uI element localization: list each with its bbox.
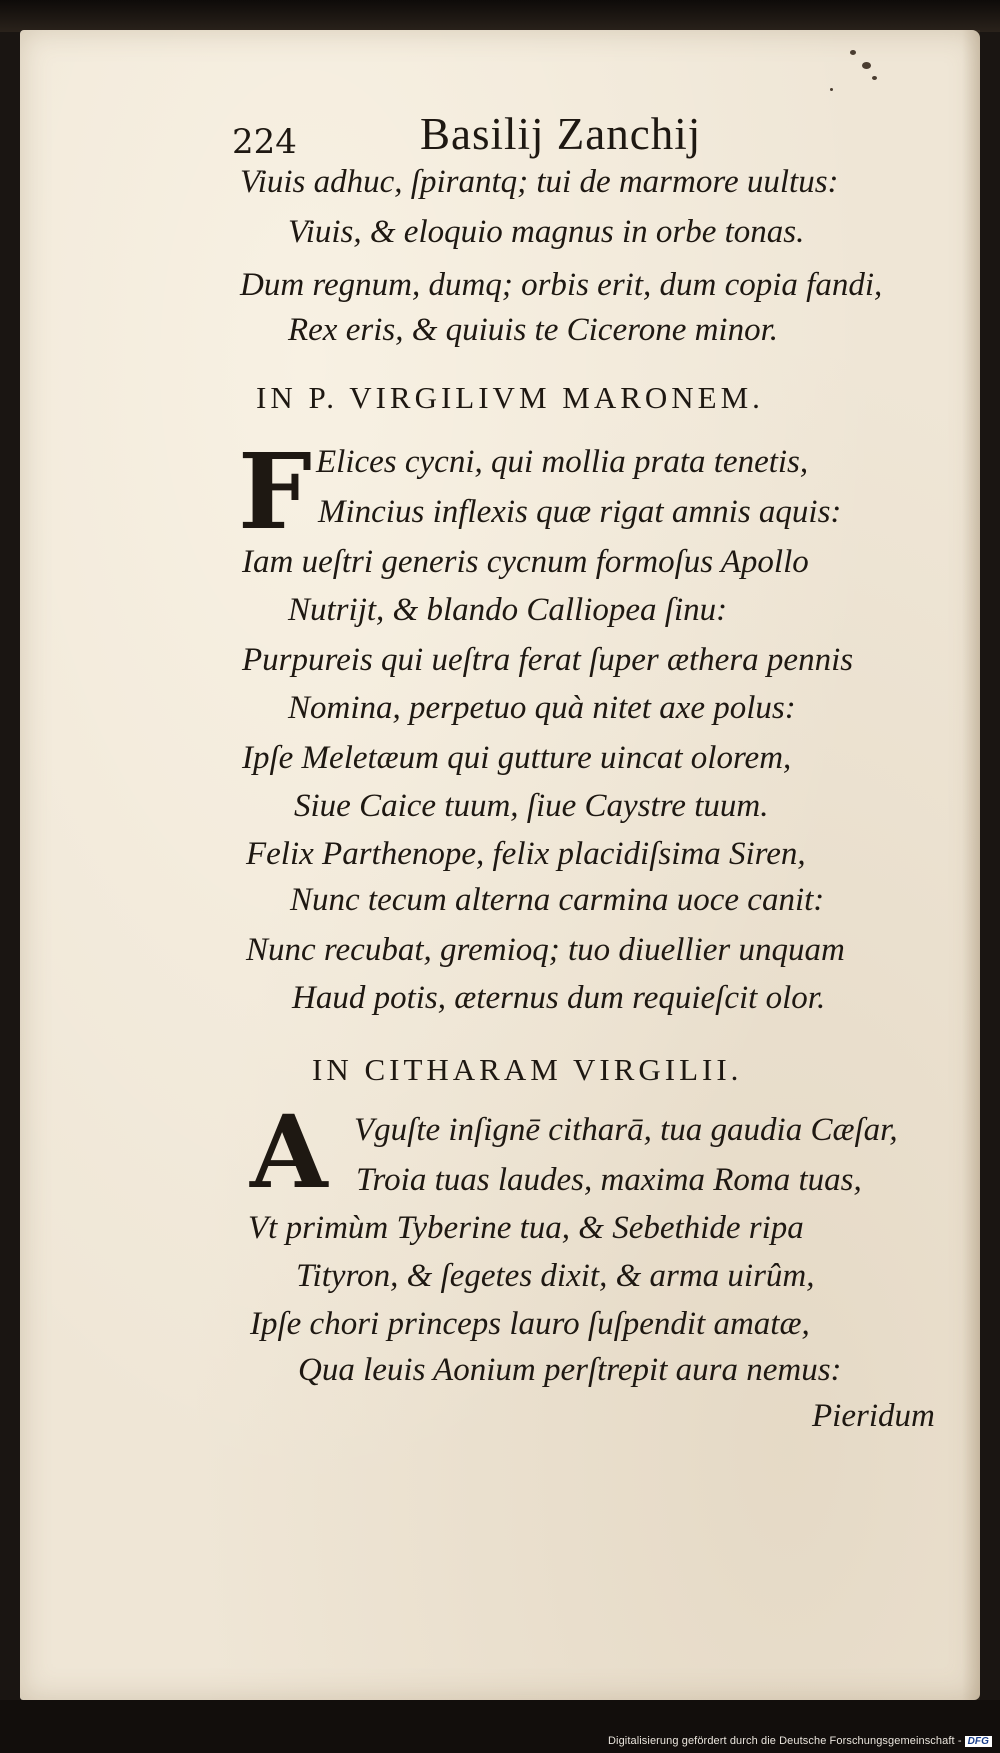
- poem-line: Siue Caice tuum, ſiue Caystre tuum.: [294, 788, 769, 824]
- poem-line: Nunc recubat, gremioq; tuo diuellier unquam: [246, 932, 845, 968]
- digitization-credit: [608, 1735, 992, 1747]
- catchword: Pieridum: [812, 1398, 935, 1434]
- poem-line: Nutrijt, & blando Calliopea ſinu:: [288, 592, 728, 628]
- page-number: 224: [232, 122, 297, 162]
- page-edge-shadow: [962, 30, 980, 1700]
- section-heading: IN CITHARAM VIRGILII.: [312, 1052, 743, 1087]
- poem-line: Qua leuis Aonium perſtrepit aura nemus:: [298, 1352, 842, 1388]
- page-header: [232, 108, 792, 168]
- drop-capital: F: [238, 430, 312, 553]
- poem-line: Viuis adhuc, ſpirantq; tui de marmore uultus:: [240, 164, 839, 200]
- scan-background-top: [0, 0, 1000, 32]
- section-heading: IN P. VIRGILIVM MARONEM.: [256, 380, 764, 415]
- running-title: Basilij Zanchij: [420, 109, 702, 159]
- poem-line: Mincius inflexis quæ rigat amnis aquis:: [318, 494, 842, 530]
- poem-line: Rex eris, & quiuis te Cicerone minor.: [288, 312, 779, 348]
- drop-capital: A: [250, 1093, 328, 1211]
- poem-line: Tityron, & ſegetes dixit, & arma uirûm,: [296, 1258, 815, 1294]
- ink-speck: [850, 50, 856, 55]
- poem-line: Nunc tecum alterna carmina uoce canit:: [290, 882, 825, 918]
- poem-line: Dum regnum, dumq; orbis erit, dum copia fandi,: [240, 267, 883, 303]
- poem-line: Viuis, & eloquio magnus in orbe tonas.: [288, 214, 805, 250]
- poem-line: Troia tuas laudes, maxima Roma tuas,: [356, 1162, 862, 1198]
- poem-line: Haud potis, æternus dum requieſcit olor.: [292, 980, 826, 1016]
- ink-speck: [872, 76, 877, 80]
- ink-speck: [862, 62, 871, 69]
- poem-line: Vt primùm Tyberine tua, & Sebethide ripa: [248, 1210, 804, 1246]
- poem-line: Vguſte inſignē citharā, tua gaudia Cæſar,: [354, 1112, 898, 1148]
- poem-line: Elices cycni, qui mollia prata tenetis,: [316, 444, 809, 480]
- poem-line: Iam ueſtri generis cycnum formoſus Apollo: [242, 544, 809, 580]
- dfg-logo-icon: DFG: [965, 1736, 992, 1747]
- scan-background-bottom: [0, 1700, 1000, 1753]
- ink-speck: [830, 88, 833, 91]
- poem-line: Ipſe chori princeps lauro ſuſpendit amatæ,: [250, 1306, 810, 1342]
- poem-line: Nomina, perpetuo quà nitet axe polus:: [288, 690, 796, 726]
- digitization-note: Digitalisierung gefördert durch die Deutsche Forschungsgemeinschaft -: [608, 1735, 962, 1747]
- poem-line: Felix Parthenope, felix placidiſsima Siren,: [246, 836, 806, 872]
- poem-line: Ipſe Meletæum qui gutture uincat olorem,: [242, 740, 792, 776]
- poem-line: Purpureis qui ueſtra ferat ſuper æthera pennis: [242, 642, 854, 678]
